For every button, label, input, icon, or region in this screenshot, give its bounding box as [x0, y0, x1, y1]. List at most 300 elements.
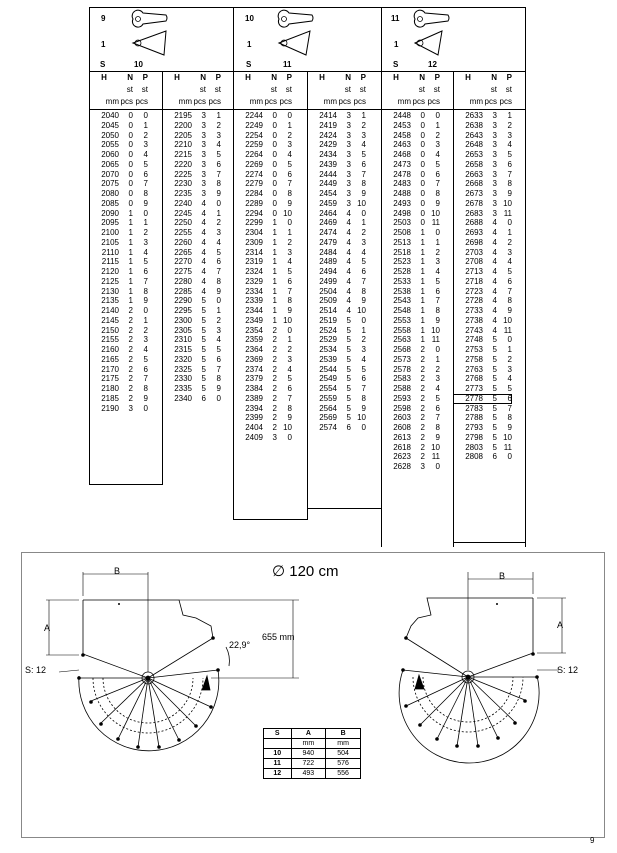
p-cell: 4: [435, 150, 440, 159]
n-cell: 4: [492, 218, 497, 228]
table-row: [307, 170, 366, 180]
height-cell: 2135: [101, 296, 119, 306]
n-cell: 2: [128, 345, 133, 354]
column-header-cell: pcs: [208, 97, 221, 106]
p-cell: 9: [361, 189, 366, 198]
table-row: [307, 394, 366, 404]
n-cell: 1: [420, 286, 425, 296]
height-cell: 2230: [174, 179, 192, 189]
table-row: [89, 228, 148, 238]
n-cell: 2: [420, 452, 425, 462]
height-cell: 2549: [319, 374, 337, 384]
height-cell: 2374: [245, 364, 263, 374]
table-row: [381, 179, 440, 189]
column-header-row: [381, 84, 440, 96]
height-cell: 2310: [174, 335, 192, 345]
n-cell: 4: [201, 198, 206, 208]
height-cell: 2300: [174, 315, 192, 325]
n-cell: 5: [346, 354, 351, 364]
column-header-row: [233, 84, 292, 96]
p-cell: 7: [507, 403, 512, 413]
height-cell: 2294: [245, 208, 263, 218]
p-cell: 7: [435, 296, 440, 306]
table-row: [162, 209, 221, 219]
p-cell: 8: [143, 189, 148, 198]
height-cell: 2653: [465, 150, 483, 159]
n-cell: 4: [346, 247, 351, 257]
p-cell: 5: [143, 159, 148, 169]
table-row: [162, 140, 221, 150]
column-header-row: [89, 84, 148, 96]
p-cell: 9: [287, 198, 292, 208]
table-row: [162, 179, 221, 189]
n-cell: 5: [492, 432, 497, 442]
height-cell: 2658: [465, 159, 483, 169]
p-cell: 4: [361, 247, 366, 257]
n-cell: 4: [346, 257, 351, 267]
n-cell: 0: [128, 120, 133, 130]
p-cell: 10: [431, 208, 440, 218]
spec-cell: 493: [291, 769, 326, 779]
n-cell: 0: [420, 140, 425, 150]
column-header-cell: st: [214, 85, 221, 94]
n-cell: 2: [128, 364, 133, 374]
height-cell: 2798: [465, 432, 483, 442]
column-header-cell: mm: [323, 97, 337, 106]
p-cell: 9: [507, 306, 512, 315]
n-cell: 1: [420, 325, 425, 335]
table-row: [453, 413, 512, 423]
table-row: [307, 160, 366, 170]
p-cell: 5: [143, 354, 148, 364]
height-cell: 2299: [245, 218, 263, 228]
table-row: [89, 179, 148, 189]
n-cell: 2: [420, 393, 425, 403]
column-header-cell: pcs: [193, 97, 206, 106]
height-cell: 2394: [245, 403, 263, 413]
p-cell: 5: [216, 345, 221, 354]
n-cell: 5: [201, 384, 206, 393]
n-cell: 3: [492, 130, 497, 140]
p-cell: 4: [216, 237, 221, 247]
column-header-row: [453, 72, 512, 84]
table-row: [233, 170, 292, 180]
n-cell: 0: [420, 120, 425, 130]
table-row: [381, 267, 440, 277]
p-cell: 5: [143, 257, 148, 267]
height-cell: 2369: [245, 354, 263, 364]
table-row: [162, 394, 221, 404]
p-cell: 4: [143, 150, 148, 159]
height-table-group: [307, 111, 366, 433]
n-cell: 1: [420, 335, 425, 345]
n-cell: 0: [128, 189, 133, 198]
p-cell: 3: [216, 325, 221, 335]
height-cell: 2314: [245, 247, 263, 257]
p-cell: 1: [216, 208, 221, 218]
p-cell: 10: [431, 442, 440, 452]
p-cell: 2: [507, 237, 512, 247]
spec-unit: [264, 739, 292, 749]
spec-unit: mm: [291, 739, 326, 749]
table-row: [381, 140, 440, 150]
p-cell: 10: [357, 413, 366, 423]
height-cell: 2235: [174, 189, 192, 198]
n-cell: 0: [420, 198, 425, 208]
table-row: [162, 121, 221, 131]
table-row: [381, 316, 440, 326]
n-cell: 3: [201, 140, 206, 150]
table-row: [162, 296, 221, 306]
p-cell: 9: [361, 296, 366, 306]
column-header-cell: P: [434, 73, 440, 82]
height-cell: 2305: [174, 325, 192, 335]
p-cell: 3: [287, 247, 292, 257]
height-cell: 2329: [245, 276, 263, 286]
n-cell: 3: [346, 198, 351, 208]
height-cell: 2514: [319, 306, 337, 315]
height-cell: 2569: [319, 413, 337, 423]
height-cell: 2763: [465, 364, 483, 374]
n-cell: 5: [492, 335, 497, 345]
table-row: [233, 374, 292, 384]
p-cell: 0: [143, 208, 148, 218]
p-cell: 2: [435, 247, 440, 257]
table-row: [307, 238, 366, 248]
p-cell: 1: [435, 237, 440, 247]
n-cell: 3: [492, 198, 497, 208]
p-cell: 1: [361, 111, 366, 120]
table-row: [233, 433, 292, 443]
dimension-a-right: A: [557, 620, 564, 630]
height-cell: 2379: [245, 374, 263, 384]
height-cell: 2279: [245, 179, 263, 189]
height-cell: 2464: [319, 208, 337, 218]
p-cell: 9: [216, 286, 221, 296]
n-cell: 2: [272, 393, 277, 403]
table-row: [233, 150, 292, 160]
height-cell: 2334: [245, 286, 263, 296]
table-row: [89, 316, 148, 326]
height-cell: 2723: [465, 286, 483, 296]
table-row: [89, 355, 148, 365]
p-cell: 8: [143, 286, 148, 296]
table-row: [89, 170, 148, 180]
height-cell: 2509: [319, 296, 337, 306]
n-cell: 5: [346, 335, 351, 345]
height-cell: 2389: [245, 393, 263, 403]
p-cell: 4: [216, 140, 221, 150]
table-row: [453, 160, 512, 170]
table-row: [307, 355, 366, 365]
p-cell: 9: [216, 384, 221, 393]
spec-cell: 11: [264, 759, 292, 769]
n-cell: 3: [492, 169, 497, 179]
p-cell: 1: [507, 345, 512, 354]
p-cell: 4: [435, 267, 440, 276]
n-cell: 0: [272, 130, 277, 140]
p-cell: 1: [361, 218, 366, 228]
column-header-row: [233, 96, 292, 108]
table-row: [162, 111, 221, 121]
height-dimension: 655 mm: [262, 632, 295, 642]
table-row: [89, 199, 148, 209]
n-cell: 2: [272, 403, 277, 413]
s-value: 12: [428, 60, 437, 69]
spec-cell: 556: [326, 769, 361, 779]
height-cell: 2803: [465, 442, 483, 452]
height-cell: 2673: [465, 189, 483, 198]
height-cell: 2753: [465, 345, 483, 354]
p-cell: 11: [503, 442, 512, 452]
column-header-cell: pcs: [120, 97, 133, 106]
height-cell: 2519: [319, 315, 337, 325]
height-cell: 2518: [393, 247, 411, 257]
table-row: [453, 423, 512, 433]
height-cell: 2648: [465, 140, 483, 150]
height-cell: 2643: [465, 130, 483, 140]
table-row: [233, 189, 292, 199]
p-cell: 2: [361, 228, 366, 237]
table-row: [307, 306, 366, 316]
n-cell: 3: [492, 150, 497, 159]
height-cell: 2454: [319, 189, 337, 198]
column-header-cell: st: [285, 85, 292, 94]
table-row: [453, 306, 512, 316]
table-row: [381, 199, 440, 209]
n-cell: 1: [128, 276, 133, 286]
height-cell: 2498: [393, 208, 411, 218]
height-cell: 2115: [101, 257, 119, 267]
height-cell: 2499: [319, 276, 337, 286]
column-header-cell: st: [126, 85, 133, 94]
table-row: [381, 355, 440, 365]
n-cell: 5: [492, 413, 497, 423]
height-cell: 2768: [465, 374, 483, 384]
table-row: [453, 433, 512, 443]
p-cell: 10: [283, 315, 292, 325]
bottom-count: 1: [394, 40, 399, 49]
n-cell: 2: [420, 374, 425, 384]
table-row: [233, 384, 292, 394]
column-header-cell: st: [270, 85, 277, 94]
column-header-cell: pcs: [338, 97, 351, 106]
height-cell: 2170: [101, 364, 119, 374]
p-cell: 4: [361, 354, 366, 364]
n-cell: 1: [420, 257, 425, 267]
n-cell: 1: [272, 315, 277, 325]
p-cell: 6: [507, 276, 512, 286]
p-cell: 6: [287, 169, 292, 179]
table-row: [381, 433, 440, 443]
top-count: 10: [245, 14, 254, 23]
n-cell: 5: [492, 364, 497, 374]
n-cell: 3: [346, 169, 351, 179]
height-cell: 2195: [174, 111, 192, 120]
n-cell: 3: [201, 189, 206, 198]
table-row: [162, 150, 221, 160]
height-cell: 2633: [465, 111, 483, 120]
table-row: [89, 257, 148, 267]
table-row: [162, 199, 221, 209]
height-cell: 2265: [174, 247, 192, 257]
height-cell: 2175: [101, 374, 119, 384]
table-row: [89, 296, 148, 306]
n-cell: 6: [346, 423, 351, 432]
n-cell: 6: [492, 452, 497, 462]
table-row: [89, 404, 148, 414]
table-row: [307, 277, 366, 287]
height-cell: 2638: [465, 120, 483, 130]
table-row: [453, 326, 512, 336]
p-cell: 6: [287, 276, 292, 286]
height-cell: 2538: [393, 286, 411, 296]
height-cell: 2488: [393, 189, 411, 198]
n-cell: 3: [346, 159, 351, 169]
n-cell: 1: [272, 237, 277, 247]
table-row: [89, 267, 148, 277]
height-cell: 2484: [319, 247, 337, 257]
table-row: [381, 111, 440, 121]
height-cell: 2743: [465, 325, 483, 335]
height-cell: 2688: [465, 218, 483, 228]
table-row: [453, 355, 512, 365]
p-cell: 9: [507, 189, 512, 198]
table-row: [162, 218, 221, 228]
n-cell: 1: [128, 296, 133, 306]
p-cell: 3: [361, 237, 366, 247]
height-cell: 2483: [393, 179, 411, 189]
table-row: [307, 345, 366, 355]
table-row: [381, 423, 440, 433]
height-cell: 2563: [393, 335, 411, 345]
p-cell: 7: [216, 169, 221, 179]
table-row: [381, 121, 440, 131]
height-cell: 2808: [465, 452, 483, 462]
spec-cell: 504: [326, 749, 361, 759]
column-header-cell: st: [418, 85, 425, 94]
p-cell: 1: [216, 306, 221, 315]
height-cell: 2075: [101, 179, 119, 189]
height-cell: 2364: [245, 345, 263, 354]
table-row: [381, 365, 440, 375]
column-header-row: [381, 96, 440, 108]
p-cell: 2: [435, 364, 440, 374]
height-cell: 2254: [245, 130, 263, 140]
n-cell: 0: [272, 198, 277, 208]
table-row: [233, 179, 292, 189]
column-header-row: [307, 84, 366, 96]
n-cell: 1: [420, 237, 425, 247]
n-cell: 0: [128, 169, 133, 179]
height-cell: 2200: [174, 120, 192, 130]
spec-header-b: B: [326, 729, 361, 739]
table-row: [453, 111, 512, 121]
height-cell: 2304: [245, 228, 263, 237]
height-cell: 2528: [393, 267, 411, 276]
height-cell: 2623: [393, 452, 411, 462]
height-cell: 2275: [174, 267, 192, 276]
p-cell: 1: [507, 111, 512, 120]
height-cell: 2778: [465, 393, 483, 403]
column-header-row: [233, 72, 292, 84]
table-row: [453, 140, 512, 150]
height-cell: 2274: [245, 169, 263, 179]
column-header-cell: st: [433, 85, 440, 94]
column-header-cell: st: [344, 85, 351, 94]
p-cell: 4: [287, 150, 292, 159]
table-row: [233, 111, 292, 121]
p-cell: 7: [216, 267, 221, 276]
spec-unit: mm: [326, 739, 361, 749]
p-cell: 3: [507, 247, 512, 257]
spec-table: [263, 728, 361, 779]
p-cell: 4: [361, 140, 366, 150]
table-row: [381, 131, 440, 141]
column-header-cell: st: [359, 85, 366, 94]
p-cell: 2: [216, 218, 221, 228]
bottom-count: 1: [101, 40, 106, 49]
height-cell: 2554: [319, 384, 337, 393]
p-cell: 1: [507, 228, 512, 237]
p-cell: 1: [435, 120, 440, 130]
n-cell: 1: [128, 218, 133, 228]
column-header-cell: mm: [249, 97, 263, 106]
n-cell: 5: [492, 423, 497, 432]
table-row: [381, 228, 440, 238]
n-cell: 0: [128, 130, 133, 140]
table-row: [89, 335, 148, 345]
column-header-block: [89, 72, 148, 108]
table-row: [307, 423, 366, 433]
height-cell: 2295: [174, 306, 192, 315]
table-row: [453, 443, 512, 453]
p-cell: 0: [435, 111, 440, 120]
p-cell: 0: [216, 198, 221, 208]
height-cell: 2504: [319, 286, 337, 296]
table-row: [233, 316, 292, 326]
height-cell: 2524: [319, 325, 337, 335]
p-cell: 8: [143, 384, 148, 393]
table-row: [89, 306, 148, 316]
column-header-block: [307, 72, 366, 108]
height-cell: 2583: [393, 374, 411, 384]
height-cell: 2603: [393, 413, 411, 423]
height-cell: 2693: [465, 228, 483, 237]
table-row: [233, 326, 292, 336]
table-row: [89, 160, 148, 170]
p-cell: 4: [216, 335, 221, 345]
height-cell: 2478: [393, 169, 411, 179]
height-cell: 2269: [245, 159, 263, 169]
height-cell: 2713: [465, 267, 483, 276]
height-cell: 2539: [319, 354, 337, 364]
height-cell: 2225: [174, 169, 192, 179]
height-cell: 2404: [245, 423, 263, 432]
p-cell: 7: [143, 276, 148, 286]
height-cell: 2553: [393, 315, 411, 325]
table-row: [162, 335, 221, 345]
n-cell: 4: [201, 247, 206, 257]
p-cell: 1: [216, 111, 221, 120]
p-cell: 0: [287, 218, 292, 228]
p-cell: 3: [143, 237, 148, 247]
p-cell: 0: [361, 315, 366, 325]
p-cell: 10: [503, 432, 512, 442]
p-cell: 8: [287, 403, 292, 413]
height-cell: 2458: [393, 130, 411, 140]
n-cell: 0: [272, 111, 277, 120]
